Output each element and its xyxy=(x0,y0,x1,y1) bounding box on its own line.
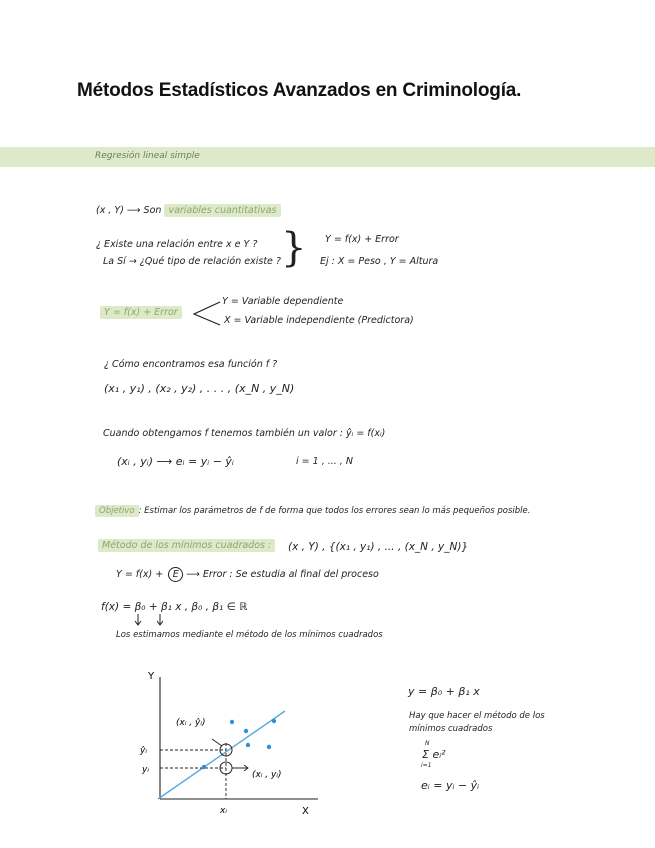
method-note-1: Hay que hacer el método de los xyxy=(409,711,545,721)
scatter-point xyxy=(202,765,206,769)
least-squares-highlight: Método de los mínimos cuadrados : xyxy=(98,539,275,552)
method-note-2: mínimos cuadrados xyxy=(409,724,493,734)
estimation-note: Los estimamos mediante el método de los mínimos cuadrados xyxy=(116,630,383,640)
observed-label-arrow xyxy=(232,765,248,771)
dependent-variable: Y = Variable dependiente xyxy=(222,296,344,307)
x-axis-label: X xyxy=(302,806,309,817)
model-with-error xyxy=(116,567,379,582)
scatter-point xyxy=(230,720,234,724)
y-axis-label: Y xyxy=(148,671,155,682)
objective-highlight: Objetivo xyxy=(95,505,139,517)
error-note: ⟶ Error : Se estudia al final del proceso xyxy=(186,569,379,580)
fitted-label-arrow xyxy=(212,739,222,746)
linear-model: f(x) = β₀ + β₁ x , β₀ , β₁ ∈ ℝ xyxy=(101,601,248,613)
index-range: i = 1 , ... , N xyxy=(296,456,353,467)
model-highlight-text: Y = f(x) + Error xyxy=(100,306,182,319)
scatter-point xyxy=(244,729,248,733)
regression-equation: y = β₀ + β₁ x xyxy=(408,685,480,698)
scatter-point xyxy=(267,745,271,749)
model-with-error-text: Y = f(x) + xyxy=(116,569,164,580)
param-arrows xyxy=(135,614,175,628)
section-header xyxy=(0,147,655,167)
scatter-point xyxy=(246,743,250,747)
model-formula: Y = f(x) + Error xyxy=(325,234,399,245)
right-brace: } xyxy=(281,225,307,271)
sum-upper-limit: N xyxy=(425,740,430,747)
model-highlight xyxy=(100,307,182,318)
observed-point-label: (xᵢ , yᵢ) xyxy=(252,770,282,780)
page-title: Métodos Estadísticos Avanzados en Criminología. xyxy=(77,80,522,101)
sum-lower-limit: i=1 xyxy=(421,762,432,769)
variables-text: (x , Y) ⟶ Son xyxy=(96,205,162,216)
scatter-point xyxy=(272,719,276,723)
fitted-value-line: Cuando obtengamos f tenemos también un valor : ŷᵢ = f(xᵢ) xyxy=(103,428,386,439)
how-find-f: ¿ Cómo encontramos esa función f ? xyxy=(104,359,278,370)
objective-line xyxy=(95,506,530,516)
yi-label: yᵢ xyxy=(142,765,149,775)
fitted-point-label: (xᵢ , ŷᵢ) xyxy=(176,718,206,728)
data-points: (x₁ , y₁) , (x₂ , y₂) , . . . , (x_N , y_N) xyxy=(104,382,295,395)
regression-plot xyxy=(140,665,330,815)
sum-of-squared-errors: Σ eᵢ² xyxy=(422,748,446,761)
least-squares-line xyxy=(98,540,275,551)
yhat-label: ŷᵢ xyxy=(140,746,147,756)
residual-definition: eᵢ = yᵢ − ŷᵢ xyxy=(421,779,480,792)
independent-variable: X = Variable independiente (Predictora) xyxy=(224,315,414,326)
question-type: La Sí → ¿Qué tipo de relación existe ? xyxy=(103,256,281,267)
error-circle: E xyxy=(168,567,183,582)
variables-highlight: variables cuantitativas xyxy=(164,204,280,217)
residual-formula: (xᵢ , yᵢ) ⟶ eᵢ = yᵢ − ŷᵢ xyxy=(117,455,234,468)
question-relation: ¿ Existe una relación entre x e Y ? xyxy=(96,239,258,250)
section-title: Regresión lineal simple xyxy=(95,151,200,161)
branch-arrows xyxy=(192,298,222,328)
dataset-set: (x , Y) , {(x₁ , y₁) , ... , (x_N , y_N)} xyxy=(288,541,469,553)
example-text: Ej : X = Peso , Y = Altura xyxy=(320,256,439,267)
variables-line xyxy=(96,205,281,216)
objective-text: : Estimar los parámetros de f de forma que todos los errores sean lo más pequeños posible. xyxy=(138,506,531,516)
xi-label: xᵢ xyxy=(220,806,227,816)
